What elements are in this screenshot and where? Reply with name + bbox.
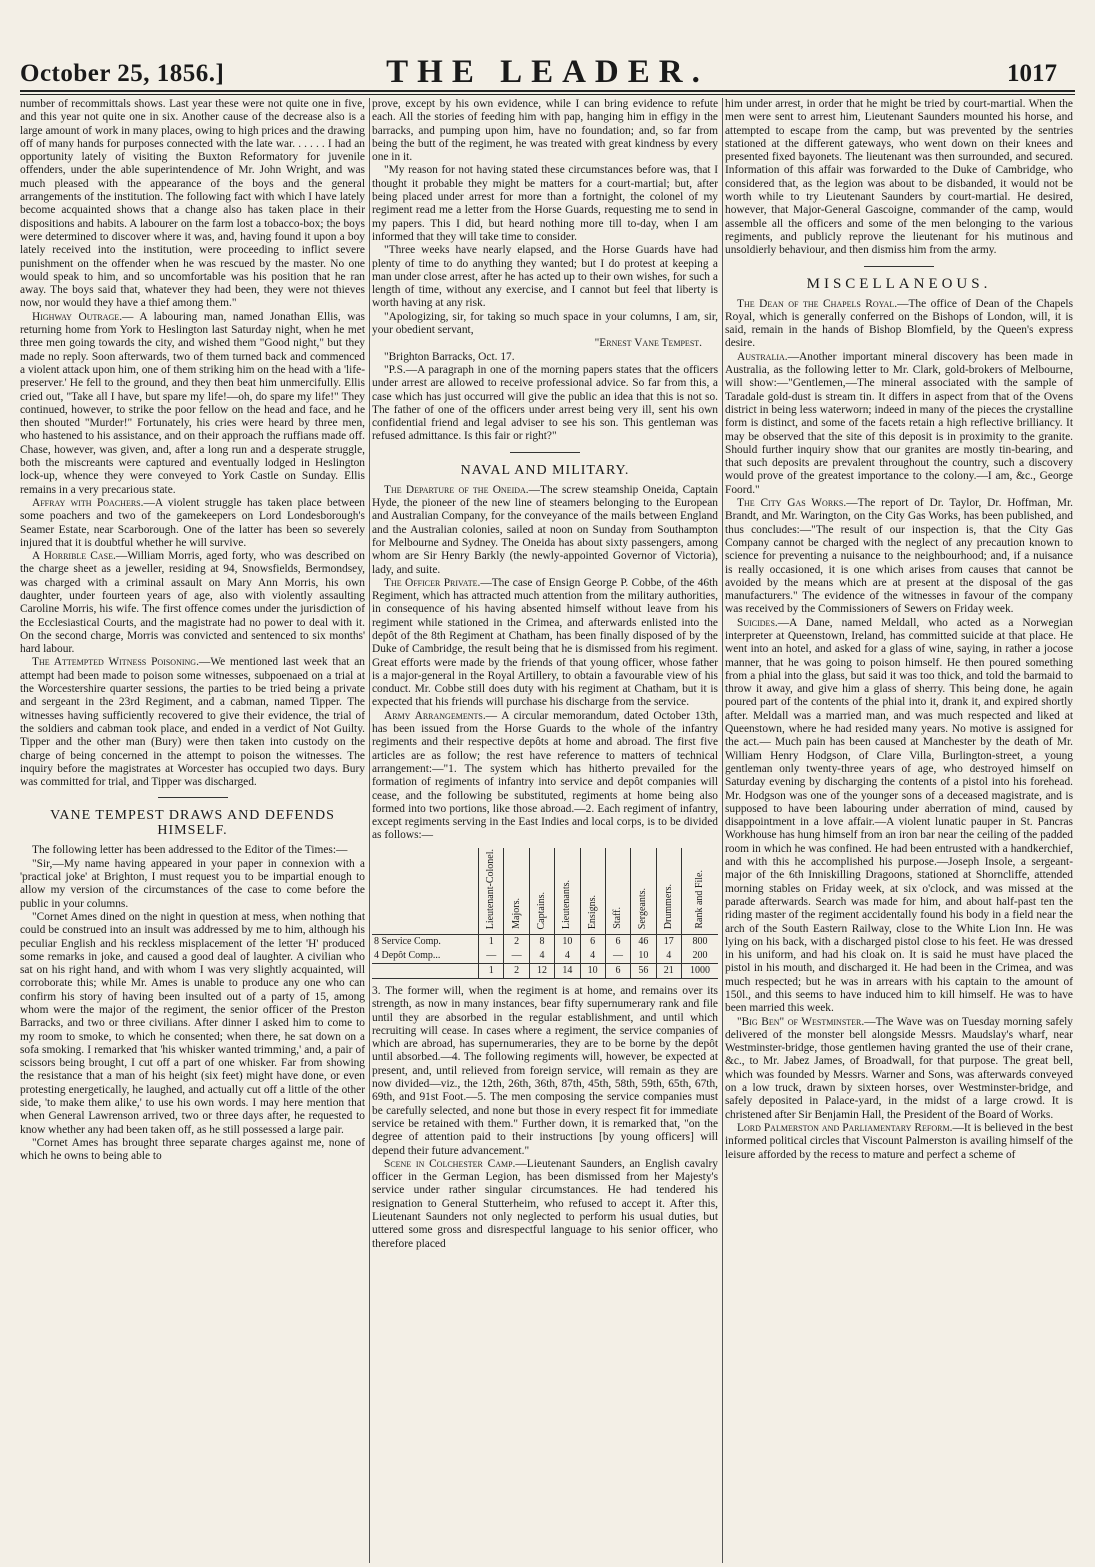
header-label: Sergeants. xyxy=(637,887,649,929)
paragraph-heading: The Officer Private. xyxy=(384,576,481,589)
header-label: Lieutenant-Colonel. xyxy=(485,848,497,929)
table-cell: 21 xyxy=(656,964,681,979)
table-cell: 6 xyxy=(605,964,630,979)
header-label: Ensigns. xyxy=(586,894,598,929)
paragraph xyxy=(20,497,365,550)
table-cell: 12 xyxy=(529,964,554,979)
section-heading-miscellaneous: MISCELLANEOUS. xyxy=(806,275,992,292)
paragraph: "Brighton Barracks, Oct. 17. xyxy=(384,350,515,363)
table-cell: 4 xyxy=(580,949,605,964)
paragraph-text: —Lieutenant Saunders, an English cavalry officer in the German Legion, has been dismissed from her Majesty's service under rather singular circumstances. He had tendered his resignation to General Stutterheim, who refused to accept it. After this, Lieutenant Saunders not only neglected to perform his usual duties, but uttered some gross and disrespectful language to his senior officer, who therefore placed xyxy=(372,1157,718,1250)
paragraph: "Cornet Ames dined on the night in question at mess, when nothing that could be construed into an insult was addressed by me to him, although his peculiar English and his reckless misplacement of the letter 'H' produced some remarks in joke, and caused a good deal of laughter. A civilian who sat on his right hand, and with whom I was very slightly acquainted, will corroborate this; while Mr. Ames is unable to produce any one who can confirm his story of having been insulted out of a party of 15, among whom were the major of the regiment, the senior officer of the Preston Barracks, and two or three civilians. After dinner I asked him to come to my room to smoke, to which he consented; when there, he sat down on a sofa smoking. I remarked that 'his whisker wanted trimming,' and, a pair of scissors being brought, I cut off a part of one whisker. Far from showing the resistance that a man of his height (six feet) might have done, or even protesting energetically, he laughed, and actually cut off a little of the other side, 'to make them alike,' to use his own words. I may here mention that when General Lawrenson arrived, two or three days after, he requested to know whether any had been taken off, as he still possessed a large pair. xyxy=(20,910,365,1136)
table-header xyxy=(479,848,504,935)
paragraph xyxy=(725,1122,1073,1162)
table-cell: 56 xyxy=(631,964,656,979)
paragraph xyxy=(20,656,365,789)
table-header xyxy=(529,848,554,935)
table-cell: 8 xyxy=(529,935,554,950)
paragraph xyxy=(372,577,718,710)
paragraph xyxy=(372,484,718,577)
table-header-row xyxy=(372,848,718,935)
row-label: 8 Service Comp. xyxy=(374,936,441,947)
table-header xyxy=(605,848,630,935)
column-1 xyxy=(20,98,365,1563)
column-2 xyxy=(372,98,718,1563)
paragraph-text: —A violent struggle has taken place between some poachers and two of the gamekeepers on Lord Londesborough's Seamer Estate, near Scarborough. One of the latter has been so severely injured that it is doubtful whether he will survive. xyxy=(20,496,365,549)
paragraph: prove, except by his own evidence, while I can bring evidence to refute each. All the stories of feeding him with pap, hanging him in effigy in the barracks, and pumping upon him, have no foundation; and, so far from being the butt of the regiment, he was treated with great kindness by every one in it. xyxy=(372,98,718,164)
table-cell: 17 xyxy=(656,935,681,950)
paragraph-heading: Army Arrangements. xyxy=(384,709,486,722)
masthead-title: THE LEADER. xyxy=(386,54,709,90)
table-cell: 46 xyxy=(631,935,656,950)
paragraph xyxy=(725,497,1073,617)
table-cell: 14 xyxy=(555,964,580,979)
paragraph: "Sir,—My name having appeared in your paper in connexion with a 'practical joke' at Brighton, I must request you to be impartial enough to allow my version of the circumstances of the case to come before the public in your columns. xyxy=(20,857,365,910)
paragraph xyxy=(725,351,1073,497)
table-cell: — xyxy=(605,949,630,964)
paragraph xyxy=(725,617,1073,1016)
section-heading-vane-tempest: VANE TEMPEST DRAWS AND DEFENDS HIMSELF. xyxy=(50,808,335,839)
table-header xyxy=(555,848,580,935)
paragraph-text: —The office of Dean of the Chapels Royal, which is generally conferred on the Bishops of London, will, it is said, remain in the hands of Bishop Blomfield, by the Queen's express desire. xyxy=(725,297,1073,350)
paragraph-text: —A Dane, named Meldall, who acted as a Norwegian interpreter at Queenstown, Ireland, has committed suicide at that place. He went into an hotel, and asked for a glass of wine, saying, in rather a jocose manner, that he was going to poison himself. He then poured something from a phial into the glass, but said it was too thick, and told the barmaid to throw it away, and give him a glass of sherry. This being done, he again poured part of the contents of the phial into it, drank it, and expired shortly after. Meldall was a married man, and was much respected and liked at Queenstown, where he had resided many years. No motive is assigned for the act.— Much pain has been caused at Manchester by the death of Mr. William Henry Hodgson, of Clare Villa, Burlington-street, a young gentleman only twenty-three years of age, who destroyed himself on Saturday evening by discharging the contents of a pistol into his forehead. Mr. Hodgson was one of the younger sons of a deceased magistrate, and is supposed to have been labouring under aberration of mind, caused by disappointment in a love affair.—A violent lunatic pauper in St. Pancras Workhouse has hung himself from an iron bar near the ceiling of the padded room in which he was confined. He had been entrusted with a handkerchief, and with this he accomplished his purpose.—Joseph Insole, a sergeant-major of the 6th Inniskilling Dragoons, stationed at Shorncliffe, attended morning stables on Friday week, at six o'clock, and was missed at the parade afterwards. Search was made for him, and about half-past ten the riding master of the regiment accidentally found his body in a field near the arch of the South Eastern Railway, close to the White Lion Inn. He was lying on his back, with a discharged pistol close to his feet. He was dressed in his uniform, and had his cloak on. It is said he must have placed the pistol in his mouth, and discharged it. He had been in the Crimea, and was much respected; but he was in arrears with his captain to the amount of 150l., and this seems to have induced him to kill himself. He was to have been married this week. xyxy=(725,616,1073,1015)
article-columns xyxy=(20,98,1075,1563)
table-cell: 4 xyxy=(555,949,580,964)
paragraph xyxy=(20,311,365,497)
table-cell: 10 xyxy=(631,949,656,964)
row-label: 4 Depôt Comp... xyxy=(374,950,441,961)
table-header xyxy=(631,848,656,935)
paragraph-text: — A circular memorandum, dated October 13th, has been issued from the Horse Guards to the whole of the infantry regiments and their respective depôts at home and abroad. The first five articles are as follow; the rest have reference to matters of technical arrangement:—"1. The system which has hitherto prevailed for the formation of regiments of infantry into service and depôt companies will cease, and the following be substituted, regiments at home being also formed into two portions, like those abroad.—2. Each regiment of infantry, except regiments serving in the East Indies and local corps, is to be divided as follows:— xyxy=(372,709,718,842)
paragraph-heading: Scene in Colchester Camp. xyxy=(384,1157,516,1170)
paragraph-heading: Affray with Poachers. xyxy=(32,496,144,509)
paragraph-heading: The Dean of the Chapels Royal. xyxy=(737,297,898,310)
header-label: Drummers. xyxy=(662,883,674,929)
table-cell: 1 xyxy=(479,964,504,979)
table-cell: 10 xyxy=(580,964,605,979)
paragraph-heading: Lord Palmerston and Parliamentary Reform. xyxy=(737,1121,953,1134)
table-corner xyxy=(372,848,479,935)
table-cell: — xyxy=(479,949,504,964)
table-cell: 4 xyxy=(656,949,681,964)
header-rule-thin xyxy=(20,94,1075,95)
paragraph-heading: "Big Ben" of Westminster. xyxy=(737,1015,865,1028)
header-label: Captains. xyxy=(535,891,547,929)
paragraph-text: —The case of Ensign George P. Cobbe, of the 46th Regiment, which has attracted much attention from the military authorities, in consequence of his having absented himself without leave from his regiment while stationed in the Crimea, and afterwards enlisted into the depôt of the 8th Regiment at Chatham, has been finally disposed of by the Duke of Cambridge, the result being that he is dismissed from his regiment. Great efforts were made by the friends of that young officer, whose father is a major-general in the Royal Artillery, to obtain a favourable view of his conduct. Mr. Cobbe still does duty with his regiment at Chatham, but it is expected that his friends will purchase his discharge from the service. xyxy=(372,576,718,709)
paragraph-text: —The report of Dr. Taylor, Dr. Hoffman, Mr. Brandt, and Mr. Warington, on the City Gas Works, has been published, and thus concludes:—"The result of our inspection is, that the City Gas Company cannot be charged with the neglect of any precaution known to science for preventing a nuisance to the neighbourhood; and, if a nuisance is really occasioned, it is one which arises from causes that cannot be avoided by the means which are at present at the disposal of the gas manufacturers." The evidence of the witnesses in favour of the company was received by the Commissioners of Sewers on Friday week. xyxy=(725,497,1073,616)
paragraph xyxy=(725,1016,1073,1122)
paragraph xyxy=(725,298,1073,351)
section-separator xyxy=(158,797,228,798)
issue-date: October 25, 1856.] xyxy=(20,60,225,87)
paragraph xyxy=(372,1158,718,1251)
header-label: Rank and File. xyxy=(693,870,705,929)
paragraph-text: —The screw steamship Oneida, Captain Hyde, the pioneer of the new line of steamers belonging to the European and Australian Company, for the conveyance of the mails between England and the Australian colonies, sailed at noon on Sunday from Southampton for Melbourne and Sydney. The Oneida has about sixty passengers, among whom are Sir Henry Barkly (the newly-appointed Governor of Victoria), lady, and suite. xyxy=(372,483,718,576)
table-cell: 200 xyxy=(681,949,718,964)
paragraph: number of recommittals shows. Last year these were not quite one in five, and this year not quite one in six. Another cause of the decrease also is a large amount of work in many places, owing to high prices and the drawing off of many hands for purposes connected with the late war. . . . . . I had an opportunity lately of visiting the Buxton Reformatory for juvenile offenders, under the able superintendence of Mr. John Wright, and was much pleased with the appearance of the boys and the general arrangements of the institution. The following fact with which I have lately become acquainted shows that a change also has taken place in their dispositions and habits. A labourer on the farm lost a tobacco-box; the boys were determined to discover where it was, and, having found it upon a boy lately received into the institution, were proceeding to inflict severe punishment on the offender when he was rescued by the master. No one would speak to him, and so uncomfortable was his position that he ran away. The boys said that, whatever they had been, they were not thieves now, nor would they have a thief among them." xyxy=(20,98,365,310)
paragraph-heading: Australia. xyxy=(737,350,788,363)
paragraph: 3. The former will, when the regiment is at home, and remains over its strength, as now in many instances, bear fifty supernumerary rank and file until they are absorbed in the regular establishment, and until which recruiting will cease. In cases where a regiment, the service companies of which are abroad, has supernumeraries, they are to be borne by the depôt until absorbed.—4. The following regiments will, however, be expected at present, and, until relieved from foreign service, will remain as they are now divided—viz., the 12th, 26th, 36th, 87th, 45th, 58th, 59th, 65th, 67th, 69th, and 91st Foot.—5. The men composing the service companies must be carefully selected, and none but those in every respect fit for immediate service be retained with them." Further down, it is remarked that, "on the degree of attention paid to their instructions [by young officers] will depend their future advancement." xyxy=(372,985,718,1157)
paragraph-text: —Another important mineral discovery has been made in Australia, as the following letter to Mr. Clark, gold-brokers of Melbourne, will show:—"Gentlemen,—The mineral associated with the sample of Taradale gold-dust is stream tin. It differs in aspect from that of the Ovens district in being less waterworn; indeed in many of the pieces the crystalline form is distinct, and some of the facets retain a high reflective brilliancy. It may be observed that the site of this deposit is in proximity to the granite. Should further inquiry show that our granites are mostly tin-bearing, and that such deposits are prevalent throughout the country, such a discovery would prove of the greatest importance to the colony.—I am, &c., George Foord." xyxy=(725,350,1073,496)
section-heading-naval-military: NAVAL AND MILITARY. xyxy=(460,462,630,478)
table-header xyxy=(504,848,529,935)
table-row xyxy=(372,935,718,950)
header-rule xyxy=(20,90,1075,92)
paragraph-text: —William Morris, aged forty, who was described on the charge sheet as a jeweller, residing at 94, Snowsfields, Bermondsey, was charged with a criminal assault on Mary Ann Morris, his own daughter, under fourteen years of age, also with violently assaulting Caroline Morris, his wife. The first offence comes under the jurisdiction of the Ecclesiastical Courts, and the magistrate had no power to deal with it. On the second charge, Morris was convicted and sentenced to six months' hard labour. xyxy=(20,550,365,656)
table-header xyxy=(681,848,718,935)
table-cell: 4 xyxy=(529,949,554,964)
regiment-division-table xyxy=(372,848,718,979)
table-cell: — xyxy=(504,949,529,964)
column-3 xyxy=(725,98,1073,1563)
paragraph: "P.S.—A paragraph in one of the morning papers states that the officers under arrest are allowed to receive professional advice. So far from this, a case which has just occurred will give the public an idea that this is not so. The father of one of the officers under arrest being very ill, sent his own confidential friend and legal adviser to see his son. This gentleman was refused admittance. Is this fair or right?" xyxy=(372,363,718,443)
table-header xyxy=(656,848,681,935)
table-cell: 1000 xyxy=(681,964,718,979)
paragraph-text: —We mentioned last week that an attempt had been made to poison some witnesses, subpoenaed on a trial at the Worcestershire quarter sessions, the parties to be tried being a private and sergeant in the 23rd Regiment, and a cabman, named Tipper. The witnesses having sufficiently recovered to give their evidence, the trial of the soldiers and cabman took place, and ended in a verdict of Not Guilty. Tipper and the other man (Bury) were then taken into custody on the charge of being concerned in the attempt to poison the witnesses. The inquiry before the magistrates at Worcester has occupied two days. Bury was committed for trial, and Tipper was discharged. xyxy=(20,656,365,789)
table-cell: 2 xyxy=(504,964,529,979)
table-total-row xyxy=(372,964,718,979)
table-cell: 10 xyxy=(555,935,580,950)
paragraph-text: —The Wave was on Tuesday morning safely delivered of the monster bell alongside Messrs. Maudslay's wharf, near Westminster-bridge, those gentlemen having granted the use of their crane, &c., to Mr. Jabez James, of Broadwall, for that purpose. The great bell, which was founded by Messrs. Warner and Sons, was afterwards conveyed on a low truck, drawn by sixteen horses, over Westminster-bridge, and safely deposited in Palace-yard, in the midst of a large crowd. It is christened after Sir Benjamin Hall, the President of the Board of Works. xyxy=(725,1015,1073,1121)
letter-signature: "Ernest Vane Tempest. xyxy=(594,337,702,350)
header-label: Staff. xyxy=(612,907,624,929)
paragraph-heading: Suicides. xyxy=(737,616,778,629)
paragraph-text: — A labouring man, named Jonathan Ellis, was returning home from York to Heslington last Saturday night, when he met three men going towards the city, and wished them "Good night," but they made no reply. Soon afterwards, two of them turned back and commenced a violent attack upon him, one of them striking him on the head with a 'life-preserver.' He fell to the ground, and they then beat him unmercifully. Ellis cried out, "Take all I have, but spare my life!—oh, do spare my life!" They continued, however, to strike the poor fellow on the head and face, and he then shouted "Murder!" Fortunately, his cries were heard by three men, who hastened to his assistance, and on their approach the ruffians made off. Chase, however, was given, and, after a long run and a desperate struggle, both the miscreants were captured and eventually lodged in Heslington lock-up, whence they were conveyed to York Castle on Sunday. Ellis remains in a very precarious state. xyxy=(20,310,365,496)
paragraph: "My reason for not having stated these circumstances before was, that I thought it probable they might be matters for a court-martial; but, after being placed under arrest for more than a fortnight, the colonel of my regiment read me a letter from the Horse Guards, requesting me to send in my papers. This I did, but heard nothing more till to-day, when I am informed that they will take time to consider. xyxy=(372,164,718,243)
table-cell: 6 xyxy=(580,935,605,950)
paragraph-heading: The City Gas Works. xyxy=(737,497,847,510)
page-header xyxy=(20,52,1075,92)
table-cell: 2 xyxy=(504,935,529,950)
section-separator xyxy=(864,266,934,267)
paragraph: "Three weeks have nearly elapsed, and the Horse Guards have had plenty of time to do anything they wanted; but I do protest at keeping a man under close arrest, after he has acted up to their own wishes, for such a length of time, without any exercise, and I cannot but feel that liberty is worth having at any risk. xyxy=(372,244,718,310)
paragraph-heading: Highway Outrage. xyxy=(32,310,123,323)
section-separator xyxy=(510,452,580,453)
header-label: Lieutenants. xyxy=(561,879,573,929)
paragraph: "Cornet Ames has brought three separate charges against me, none of which he owns to being able to xyxy=(20,1136,365,1163)
paragraph: "Apologizing, sir, for taking so much space in your columns, I am, sir, your obedient servant, xyxy=(372,310,718,337)
paragraph: The following letter has been addressed to the Editor of the Times:— xyxy=(32,844,348,857)
paragraph-text: —It is believed in the best informed political circles that Viscount Palmerston is availing himself of the leisure afforded by the recess to mature and perfect a scheme of xyxy=(725,1121,1073,1161)
table-cell: 1 xyxy=(479,935,504,950)
table-header xyxy=(580,848,605,935)
paragraph-heading: The Attempted Witness Poisoning. xyxy=(32,656,199,669)
row-label xyxy=(372,964,479,979)
page-number: 1017 xyxy=(1007,60,1057,87)
table-cell: 800 xyxy=(681,935,718,950)
header-label: Majors. xyxy=(510,898,522,929)
paragraph-heading: A Horrible Case. xyxy=(32,550,116,563)
paragraph-heading: The Departure of the Oneida. xyxy=(384,483,529,496)
table-cell: 6 xyxy=(605,935,630,950)
paragraph: him under arrest, in order that he might be tried by court-martial. When the men were sent to arrest him, Lieutenant Saunders mounted his horse, and attempted to escape from the camp, but was prevented by the sentries stationed at the different gateways, who went down on their knees and presented fixed bayonets. The lieutenant was then surrounded, and secured. Information of this affair was forwarded to the Duke of Cambridge, who considered that, as the legion was about to be disbanded, it would not be worth while to try Lieutenant Saunders by court-martial. He desired, however, that Major-General Gascoigne, commander of the camp, would assemble all the officers and some of the men belonging to the various regiments, and publicly reprove the lieutenant for his mutinous and unsoldierly behaviour, and then dismiss him from the army. xyxy=(725,98,1073,257)
table-row xyxy=(372,949,718,964)
paragraph xyxy=(372,710,718,843)
paragraph xyxy=(20,550,365,656)
